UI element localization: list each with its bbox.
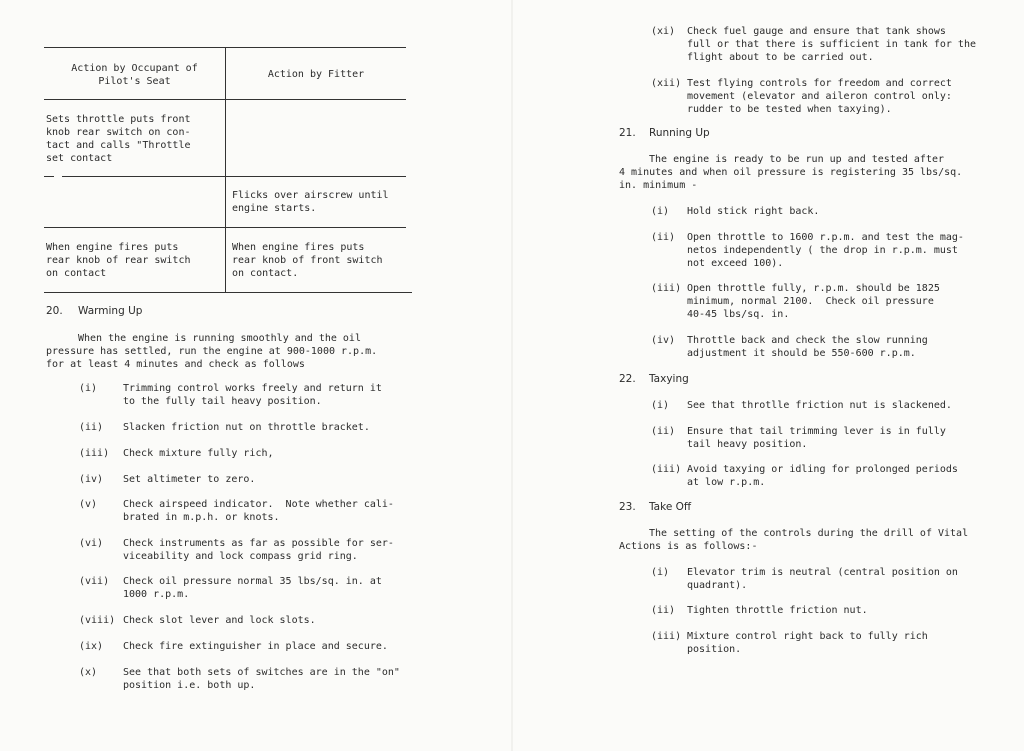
list-item-text: Check instruments as far as possible for ser- viceability and lock compass grid ring.	[123, 538, 394, 562]
list-item-text: Test flying controls for freedom and correct movement (elevator and aileron control only: rudder to be tested when taxying).	[687, 78, 952, 115]
table-cell: When engine fires puts rear knob of front switch on contact.	[232, 242, 383, 279]
section-22-number: 22.	[619, 373, 636, 385]
list-item-number: (iii)	[651, 464, 682, 475]
list-item-text: See that both sets of switches are in the "on" position i.e. both up.	[123, 667, 400, 691]
table-header-fitter: Action by Fitter	[267, 69, 365, 80]
list-item-text: Slacken friction nut on throttle bracket.	[123, 422, 370, 433]
list-item-number: (ix)	[79, 641, 104, 652]
list-item-number: (xi)	[651, 26, 676, 37]
list-item-text: Check slot lever and lock slots.	[123, 615, 316, 626]
section-20-intro: When the engine is running smoothly and the oil pressure has settled, run the engine at 900-1000 r.p.m. for at least 4 minutes and check as follows	[46, 333, 378, 370]
list-item-number: (v)	[79, 499, 98, 510]
list-item-number: (iii)	[79, 448, 110, 459]
list-item-text: Avoid taxying or idling for prolonged periods at low r.p.m.	[687, 464, 958, 488]
list-item-number: (iv)	[651, 335, 676, 346]
list-item-number: (ii)	[79, 422, 104, 433]
list-item-text: Open throttle fully, r.p.m. should be 1825 minimum, normal 2100. Check oil pressure 40-45 lbs/sq. in.	[687, 283, 940, 320]
list-item-text: Set altimeter to zero.	[123, 474, 256, 485]
table-header-pilot: Action by Occupant of Pilot's Seat	[71, 63, 198, 87]
list-item-text: See that throtlle friction nut is slackened.	[687, 400, 952, 411]
list-item-number: (i)	[651, 206, 670, 217]
list-item-text: Open throttle to 1600 r.p.m. and test the mag- netos independently ( the drop in r.p.m. must not exceed 100).	[687, 232, 964, 269]
list-item-number: (xii)	[651, 78, 682, 89]
section-20-title: Warming Up	[78, 305, 143, 317]
list-item-text: Throttle back and check the slow running adjustment it should be 550-600 r.p.m.	[687, 335, 928, 359]
section-21-title: Running Up	[649, 127, 710, 139]
section-23-intro: The setting of the controls during the drill of Vital Actions is as follows:-	[619, 528, 969, 552]
list-item-text: Check mixture fully rich,	[123, 448, 274, 459]
section-23-number: 23.	[619, 501, 636, 513]
list-item-text: Check fire extinguisher in place and secure.	[123, 641, 388, 652]
table-cell: Flicks over airscrew until engine starts.	[232, 190, 389, 214]
list-item-number: (iii)	[651, 631, 682, 642]
section-22-title: Taxying	[649, 373, 689, 385]
list-item-number: (iv)	[79, 474, 104, 485]
list-item-number: (i)	[651, 567, 670, 578]
list-item-text: Ensure that tail trimming lever is in fully tail heavy position.	[687, 426, 946, 450]
list-item-number: (i)	[651, 400, 670, 411]
section-21-number: 21.	[619, 127, 636, 139]
table-cell: When engine fires puts rear knob of rear switch on contact	[46, 242, 191, 279]
list-item-text: Trimming control works freely and return it to the fully tail heavy position.	[123, 383, 382, 407]
list-item-text: Elevator trim is neutral (central position on quadrant).	[687, 567, 958, 591]
list-item-text: Hold stick right back.	[687, 206, 820, 217]
list-item-text: Check airspeed indicator. Note whether cali- brated in m.p.h. or knots.	[123, 499, 394, 523]
list-item-text: Mixture control right back to fully rich position.	[687, 631, 928, 655]
list-item-number: (i)	[79, 383, 98, 394]
section-21-intro: The engine is ready to be run up and tested after 4 minutes and when oil pressure is registering 35 lbs/sq. in. minimum -	[619, 154, 963, 191]
list-item-number: (viii)	[79, 615, 116, 626]
list-item-number: (x)	[79, 667, 98, 678]
list-item-text: Tighten throttle friction nut.	[687, 605, 868, 616]
list-item-number: (iii)	[651, 283, 682, 294]
list-item-number: (ii)	[651, 605, 676, 616]
list-item-number: (ii)	[651, 426, 676, 437]
section-20-number: 20.	[46, 305, 63, 317]
list-item-number: (vi)	[79, 538, 104, 549]
section-23-title: Take Off	[649, 501, 692, 513]
table-cell: Sets throttle puts front knob rear switch on con- tact and calls "Throttle set contact	[46, 114, 191, 164]
list-item-text: Check fuel gauge and ensure that tank shows full or that there is sufficient in tank for the flight about to be carried out.	[687, 26, 976, 63]
list-item-text: Check oil pressure normal 35 lbs/sq. in. at 1000 r.p.m.	[123, 576, 382, 600]
list-item-number: (vii)	[79, 576, 110, 587]
right-page	[512, 0, 1024, 751]
list-item-number: (ii)	[651, 232, 676, 243]
